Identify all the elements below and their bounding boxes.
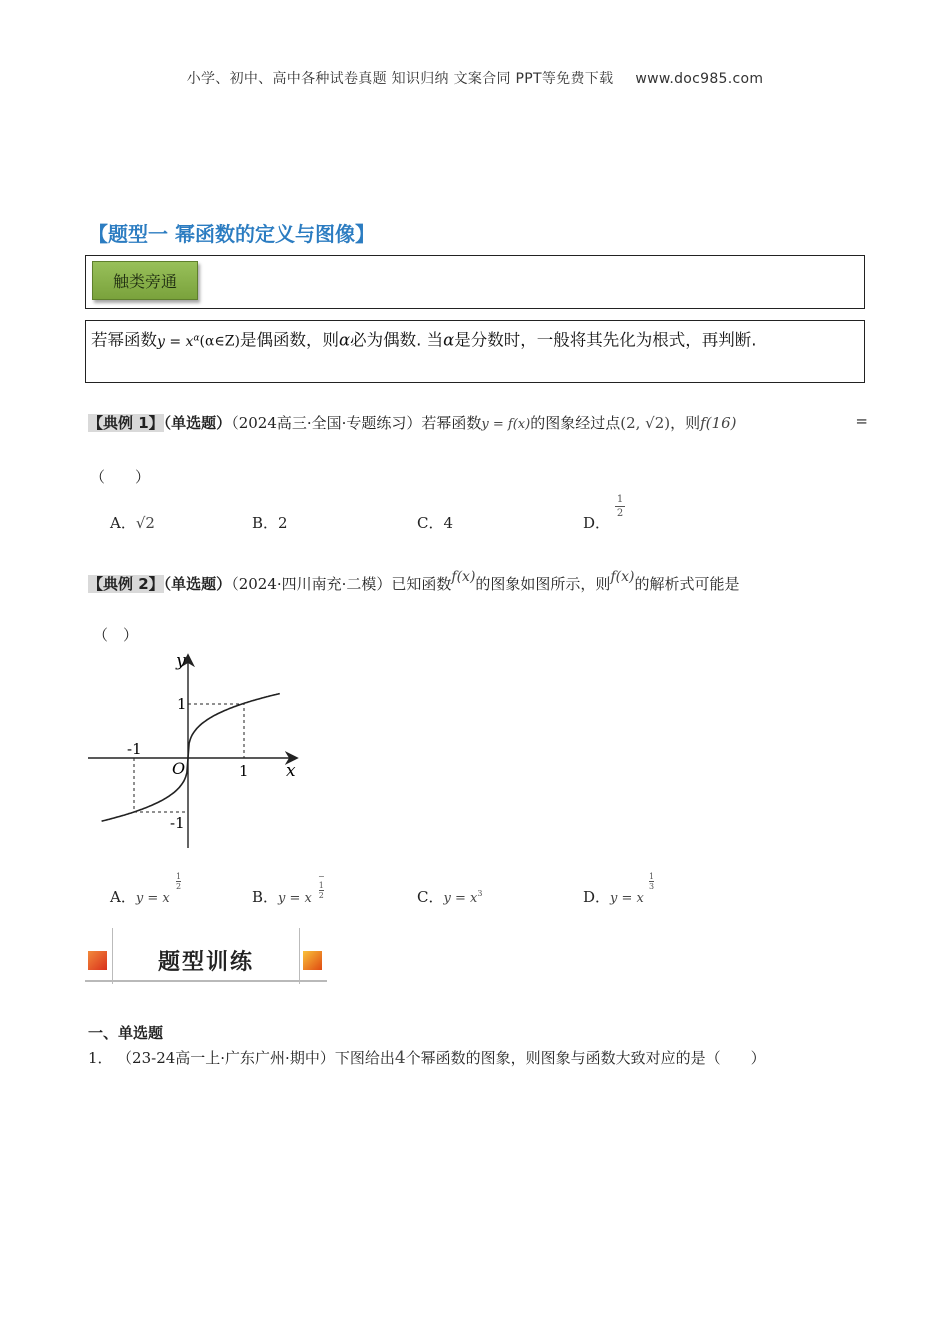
example-2-label: 【典例 2】 <box>88 575 164 593</box>
example-2-func: f(x) <box>451 569 476 585</box>
tip-text-2: 是偶函数，则 <box>239 330 339 350</box>
question-number: 1． <box>88 1049 113 1067</box>
tip-text-1: 若幂函数 <box>91 330 157 350</box>
example-1-then: ，则 <box>670 414 701 432</box>
tick-x-positive: 1 <box>239 762 249 780</box>
example-1-option-b[interactable] <box>252 512 288 533</box>
tip-condition: (α∈Z) <box>199 333 240 350</box>
example-2-tail: 的解析式可能是 <box>634 575 740 593</box>
example-1-option-a[interactable] <box>110 512 155 533</box>
function-graph <box>84 648 306 854</box>
option-letter: D． <box>583 888 611 906</box>
exponent-denominator: 2 <box>176 882 182 891</box>
option-value: 4 <box>443 514 454 532</box>
exponent-denominator: 3 <box>649 882 655 891</box>
option-letter: B． <box>252 888 279 906</box>
banner-left-square-icon <box>88 951 107 970</box>
guide-positive <box>188 704 244 758</box>
banner-underline <box>85 980 327 982</box>
exponent-sign: − <box>318 872 325 881</box>
option-letter: C． <box>417 514 444 532</box>
option-letter: B． <box>252 514 279 532</box>
example-2-option-c[interactable] <box>417 886 482 907</box>
option-exponent <box>176 872 181 891</box>
option-base: y = x <box>278 891 312 906</box>
example-1-point: (2, √2) <box>620 414 671 432</box>
option-base: y = x <box>443 891 478 906</box>
section-title: 【题型一 幂函数的定义与图像】 <box>88 222 375 246</box>
example-1-option-d[interactable] <box>583 494 624 533</box>
option-exponent <box>318 872 325 900</box>
example-1-option-c[interactable] <box>417 512 453 533</box>
question-count: 4 <box>394 1048 406 1068</box>
section-subheading: 一、单选题 <box>88 1024 164 1042</box>
option-letter: D． <box>583 514 611 532</box>
tick-y-negative: -1 <box>170 814 185 832</box>
question-text: 个幂函数的图象，则图象与函数大致对应的是（ ） <box>405 1049 766 1067</box>
tip-formula: y = x <box>157 333 194 350</box>
example-2-answer-paren: （ ） <box>93 626 139 644</box>
banner-title: 题型训练 <box>157 949 254 975</box>
option-base: y = x <box>610 891 644 906</box>
example-1-equals: = <box>855 412 868 430</box>
header-text: 小学、初中、高中各种试卷真题 知识归纳 文案合同 PPT等免费下载 <box>186 71 614 87</box>
badge-box <box>85 255 865 309</box>
exponent-numerator: 1 <box>318 881 324 890</box>
example-2-question <box>88 569 868 594</box>
example-1-expr: f(16) <box>700 414 737 432</box>
example-2-mid: 的图象如图所示，则 <box>475 575 611 593</box>
option-exponent: 3 <box>477 889 483 898</box>
example-1-answer-paren: （ ） <box>90 468 151 486</box>
practice-banner <box>85 928 327 984</box>
y-axis-label: y <box>176 651 186 671</box>
example-1-func: y = f(x) <box>481 417 531 432</box>
badge-label: 触类旁通 <box>92 261 198 300</box>
tick-x-negative: -1 <box>127 740 142 758</box>
tip-box <box>85 320 865 383</box>
option-exponent <box>649 872 654 891</box>
option-letter: C． <box>417 888 444 906</box>
example-1-label: 【典例 1】 <box>88 414 164 432</box>
tick-y-positive: 1 <box>177 695 187 713</box>
example-1-source: （2024高三·全国·专题练习）若幂函数 <box>231 414 482 432</box>
example-2-func-2: f(x) <box>610 569 635 585</box>
tip-alpha-2: α <box>443 330 455 350</box>
example-2-option-b[interactable] <box>252 872 325 907</box>
question-source: （23-24高一上·广东广州·期中）下图给出 <box>124 1049 395 1067</box>
exponent-denominator: 2 <box>318 891 324 900</box>
tip-text-3: 必为偶数. 当 <box>350 330 444 350</box>
example-2-option-a[interactable] <box>110 872 182 907</box>
example-1-question <box>88 412 868 433</box>
option-letter: A． <box>110 888 136 906</box>
page-header <box>0 68 950 88</box>
tip-alpha-1: α <box>338 330 351 350</box>
tip-formula-exp: α <box>193 333 200 343</box>
banner-right-square-icon <box>303 951 322 970</box>
exponent-numerator: 1 <box>176 872 182 881</box>
origin-label: O <box>172 759 186 778</box>
example-1-type: （单选题） <box>163 414 232 432</box>
option-value: 2 <box>278 514 288 532</box>
header-site[interactable]: www.doc985.com <box>635 71 764 87</box>
banner-divider <box>299 928 300 984</box>
fraction-numerator: 1 <box>616 494 624 505</box>
example-2-type: （单选题） <box>163 575 232 593</box>
x-axis-label: x <box>286 761 296 781</box>
example-1-mid: 的图象经过点 <box>530 414 621 432</box>
example-2-option-d[interactable] <box>583 872 655 907</box>
option-letter: A． <box>110 514 136 532</box>
option-value: √2 <box>135 514 155 532</box>
question-1 <box>88 1047 766 1068</box>
fraction-denominator: 2 <box>616 508 624 519</box>
option-base: y = x <box>135 891 170 906</box>
exponent-numerator: 1 <box>649 872 655 881</box>
example-2-source: （2024·四川南充·二模）已知函数 <box>231 575 452 593</box>
option-fraction <box>615 494 625 519</box>
tip-text-4: 是分数时，一般将其先化为根式，再判断. <box>454 330 757 350</box>
